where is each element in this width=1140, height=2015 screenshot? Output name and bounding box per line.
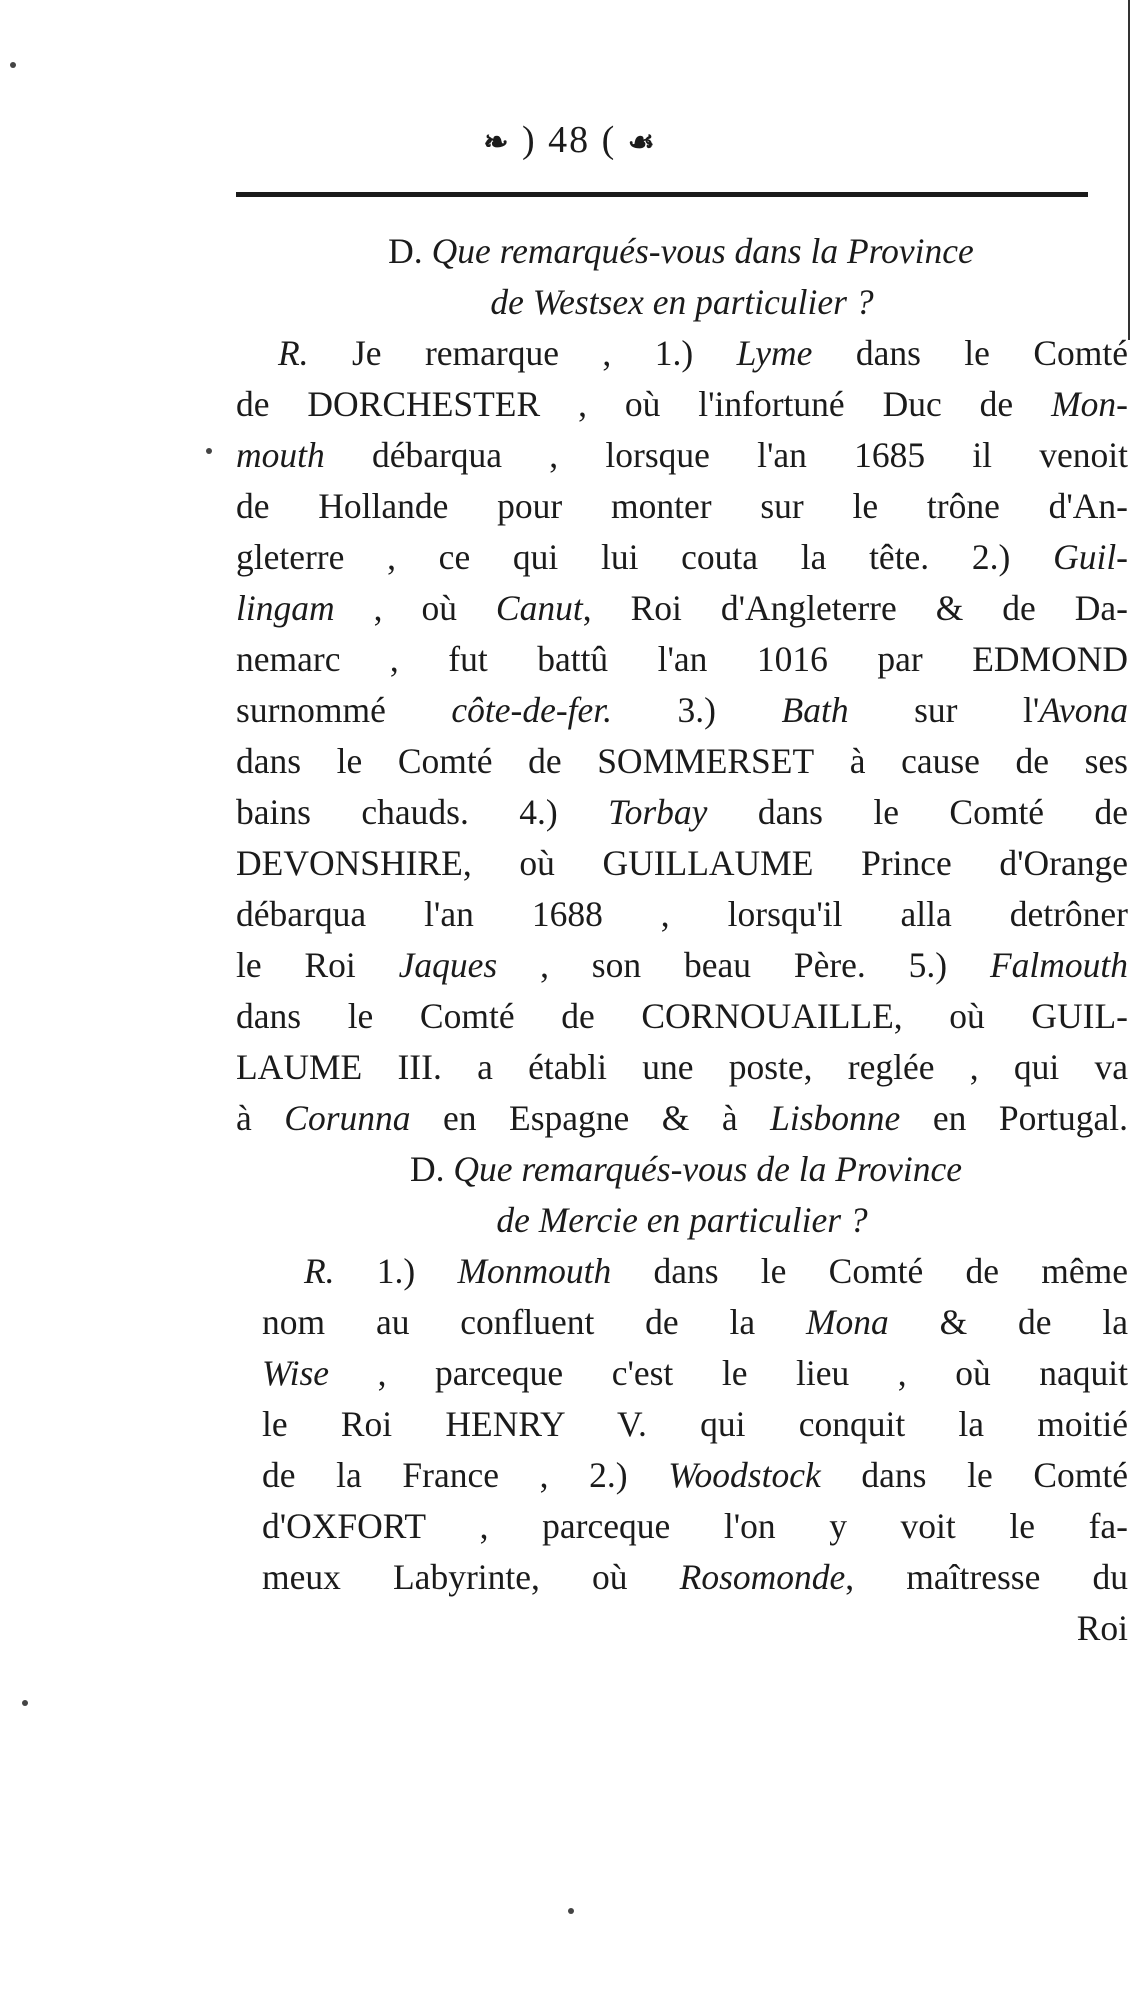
answer-2-line: de la France , 2.) Woodstock dans le Comté: [262, 1455, 1128, 1495]
running-header: [0, 118, 1140, 162]
answer-2-line: R. 1.) Monmouth dans le Comté de même: [304, 1251, 1128, 1291]
header-rule: [236, 192, 1088, 197]
question-2-line-2: de Mercie en particulier ?: [496, 1200, 868, 1240]
answer-1-line: DEVONSHIRE, où GUILLAUME Prince d'Orange: [236, 843, 1128, 883]
answer-2-line: nom au confluent de la Mona & de la: [262, 1302, 1128, 1342]
answer-1-line: de Hollande pour monter sur le trône d'An-: [236, 486, 1128, 526]
speck-mark: [22, 1700, 28, 1706]
speck-mark: [10, 62, 16, 68]
speck-mark: [206, 448, 212, 454]
answer-1-line: dans le Comté de SOMMERSET à cause de ses: [236, 741, 1128, 781]
question-2: [236, 1144, 1128, 1246]
answer-1-line: LAUME III. a établi une poste, reglée , qui va: [236, 1047, 1128, 1087]
question-1-line-2: de Westsex en particulier ?: [490, 282, 874, 322]
answer-1-line: le Roi Jaques , son beau Père. 5.) Falmouth: [236, 945, 1128, 985]
main-text: [236, 226, 1128, 1654]
answer-2-line: meux Labyrinte, où Rosomonde, maîtresse du: [262, 1557, 1128, 1597]
answer-1-line: R. Je remarque , 1.) Lyme dans le Comté: [278, 333, 1129, 373]
question-2-line-1: D. Que remarqués-vous de la Province: [409, 1149, 963, 1189]
catchword: Roi: [1076, 1608, 1128, 1648]
answer-1-line: bains chauds. 4.) Torbay dans le Comté de: [236, 792, 1129, 832]
answer-1-line: débarqua l'an 1688 , lorsqu'il alla detrôner: [236, 894, 1128, 934]
speck-mark: [568, 1908, 574, 1914]
answer-1-line: lingam , où Canut, Roi d'Angleterre & de Da-: [236, 588, 1128, 628]
answer-1-line: de DORCHESTER , où l'infortuné Duc de Mon-: [236, 384, 1128, 424]
answer-1-line: dans le Comté de CORNOUAILLE, où GUIL-: [236, 996, 1129, 1036]
page-edge-mark: [1128, 0, 1130, 340]
answer-2: [262, 1246, 1128, 1654]
answer-2-line: d'OXFORT , parceque l'on y voit le fa-: [262, 1506, 1128, 1546]
answer-1-line: gleterre , ce qui lui couta la tête. 2.) Guil-: [236, 537, 1128, 577]
right-ornament-icon: ☙: [627, 126, 657, 159]
answer-1-line: surnommé côte-de-fer. 3.) Bath sur l'Avona: [236, 690, 1128, 730]
answer-2-line: le Roi HENRY V. qui conquit la moitié: [262, 1404, 1128, 1444]
answer-1: [236, 328, 1128, 1144]
question-1-line-1: D. Que remarqués-vous dans la Province: [388, 231, 974, 271]
answer-1-line: mouth débarqua , lorsque l'an 1685 il venoit: [236, 435, 1128, 475]
answer-1-line: à Corunna en Espagne & à Lisbonne en Portugal.: [236, 1098, 1128, 1138]
page-number: ) 48 (: [521, 119, 617, 161]
left-ornament-icon: ❧: [483, 126, 511, 159]
answer-2-line: Wise , parceque c'est le lieu , où naquit: [262, 1353, 1128, 1393]
answer-1-line: nemarc , fut battû l'an 1016 par EDMOND: [236, 639, 1128, 679]
question-1: [236, 226, 1128, 328]
